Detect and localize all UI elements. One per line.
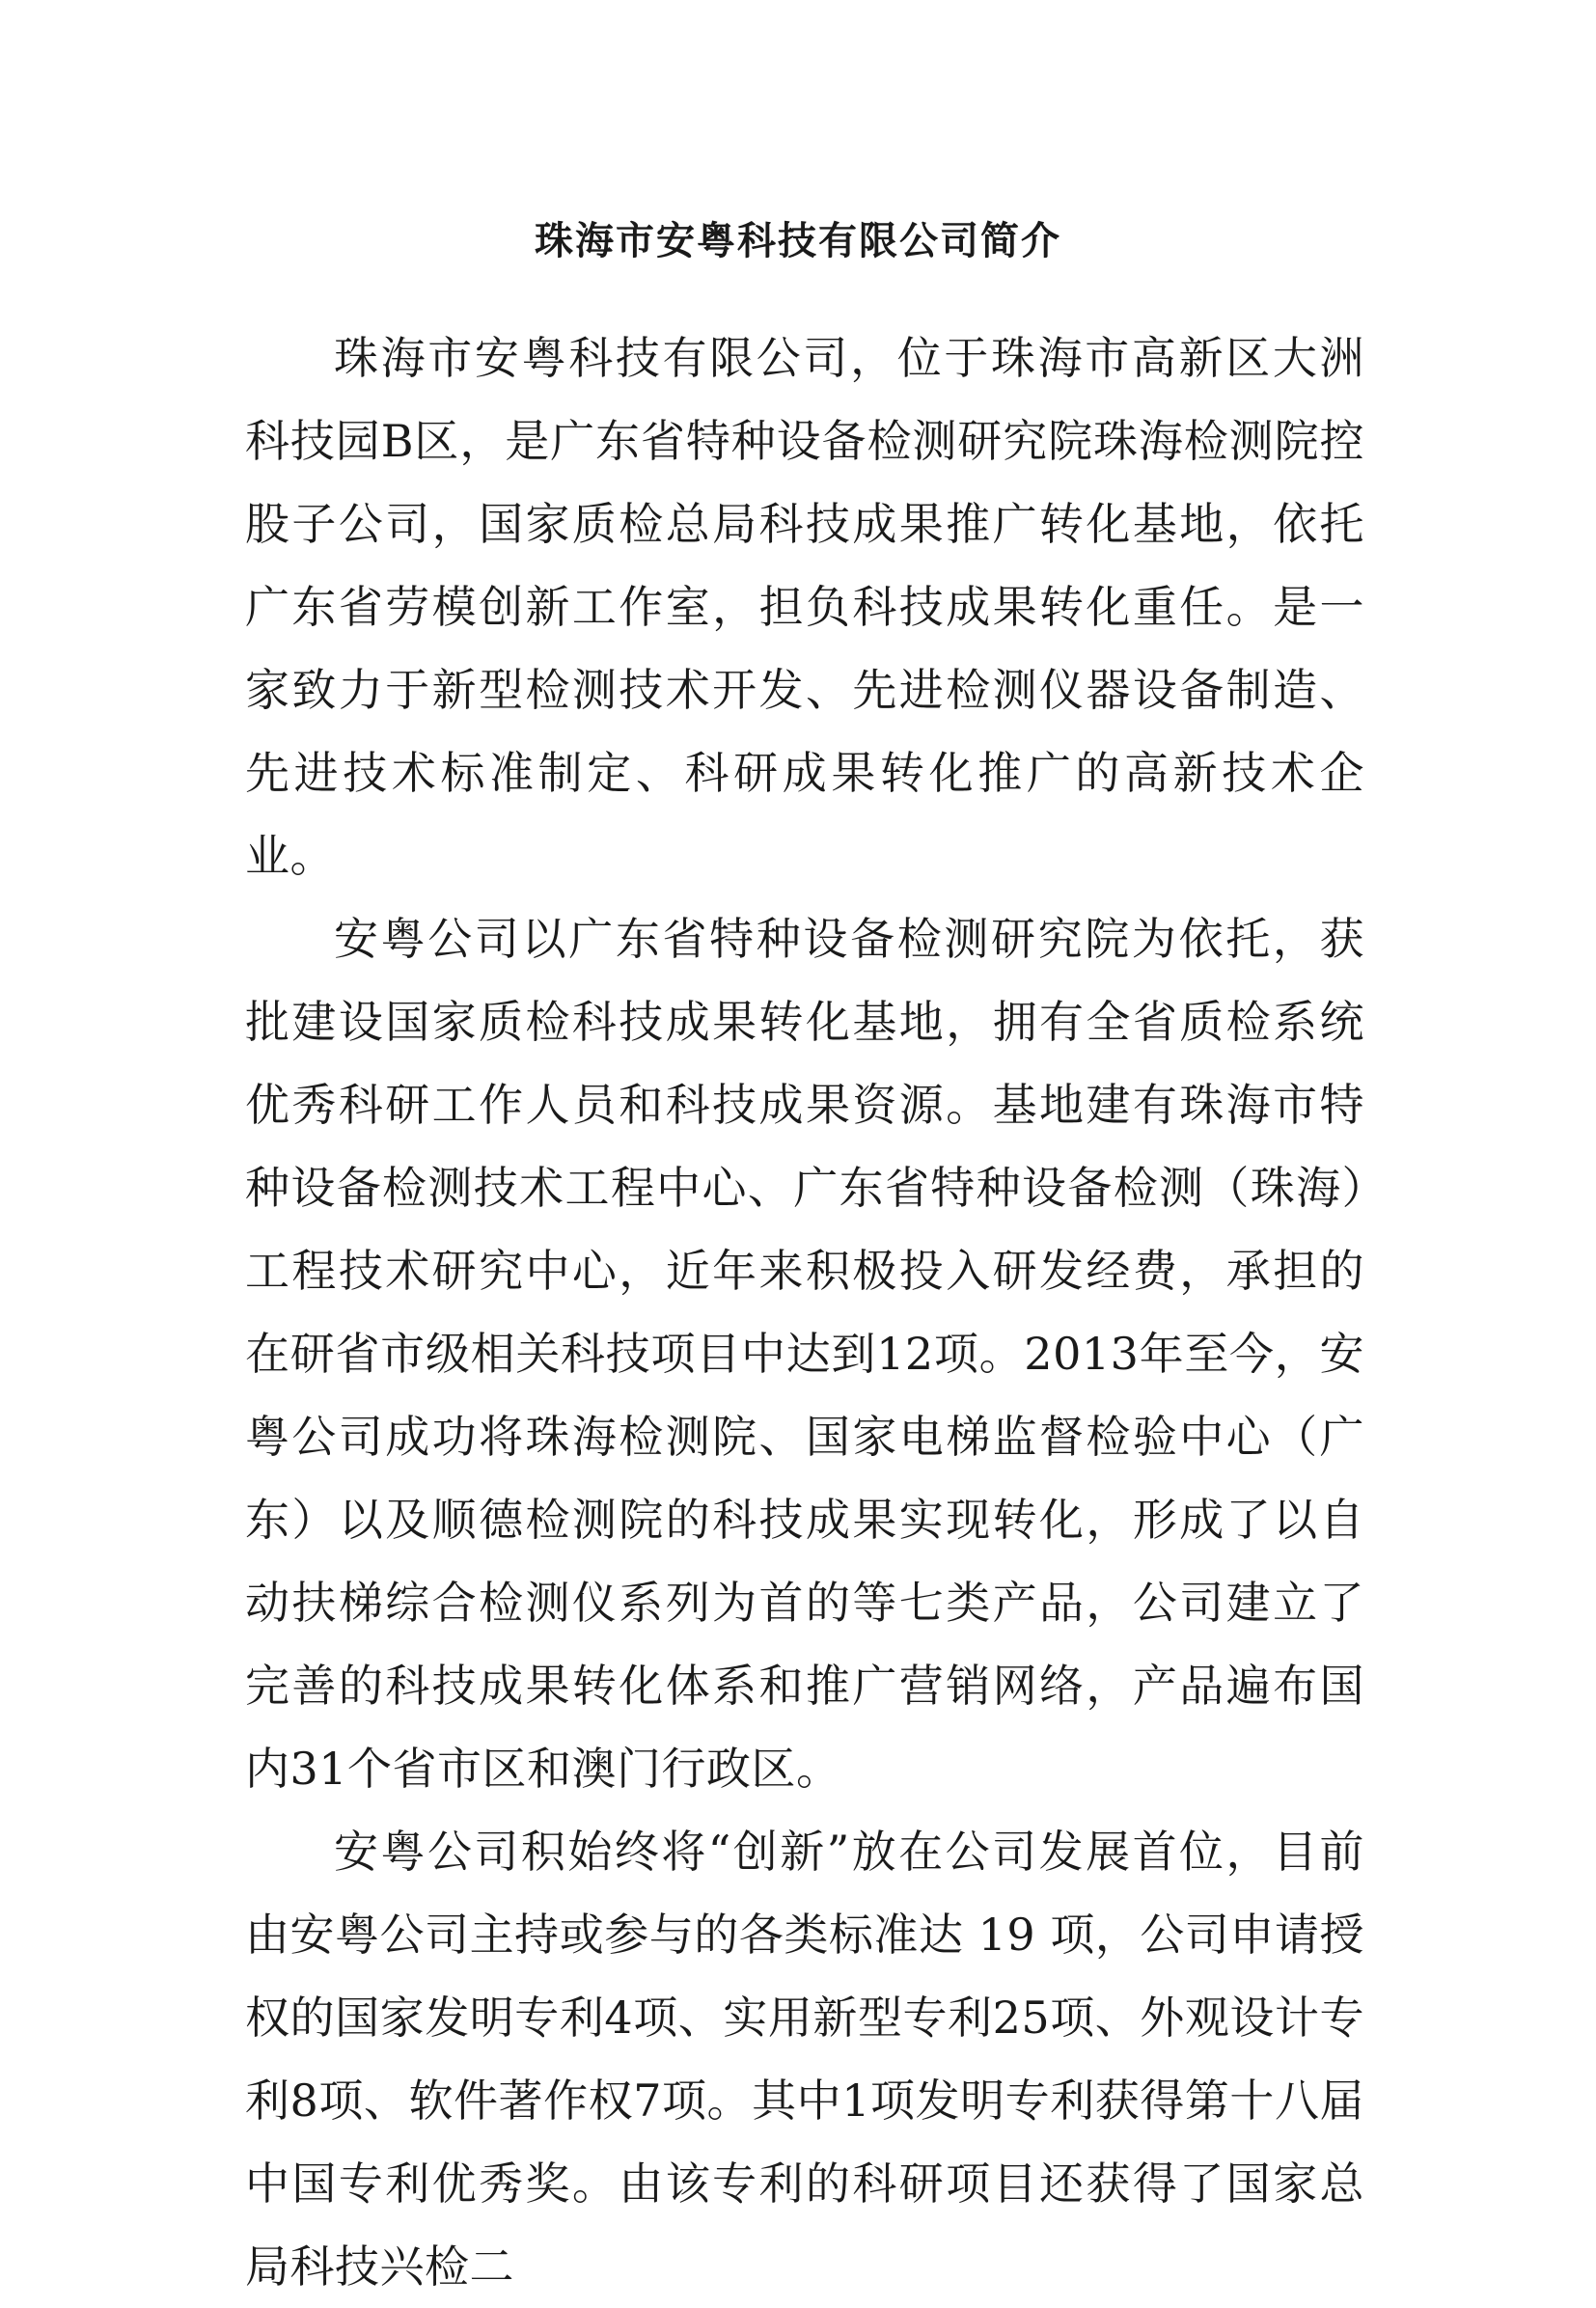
paragraph-company-overview: 珠海市安粤科技有限公司，位于珠海市高新区大洲科技园B区，是广东省特种设备检测研究院珠海检测院控股子公司，国家质检总局科技成果推广转化基地，依托广东省劳模创新工作室，担负科技成果转化重任。是一家致力于新型检测技术开发、先进检测仪器设备制造、先进技术标准制定、科研成果转化推广的高新技术企业。 (245, 332, 1364, 882)
document-body (245, 316, 1364, 2308)
paragraph-innovation: 安粤公司积始终将“创新”放在公司发展首位，目前由安粤公司主持或参与的各类标准达 19 项，公司申请授权的国家发明专利4项、实用新型专利25项、外观设计专利8项、软件著作权7项。其中1项发明专利获得第十八届中国专利优秀奖。由该专利的科研项目还获得了国家总局科技兴检二 (245, 1826, 1364, 2293)
document-title: 珠海市安粤科技有限公司简介 (535, 218, 1061, 263)
paragraph-research-base: 安粤公司以广东省特种设备检测研究院为依托，获批建设国家质检科技成果转化基地，拥有全省质检系统优秀科研工作人员和科技成果资源。基地建有珠海市特种设备检测技术工程中心、广东省特种设备检测（珠海）工程技术研究中心，近年来积极投入研发经费，承担的在研省市级相关科技项目中达到12项。2013年至今，安粤公司成功将珠海检测院、国家电梯监督检验中心（广东）以及顺德检测院的科技成果实现转化，形成了以自动扶梯综合检测仪系列为首的等七类产品，公司建立了完善的科技成果转化体系和推广营销网络，产品遍布国内31个省市区和澳门行政区。 (245, 913, 1364, 1795)
